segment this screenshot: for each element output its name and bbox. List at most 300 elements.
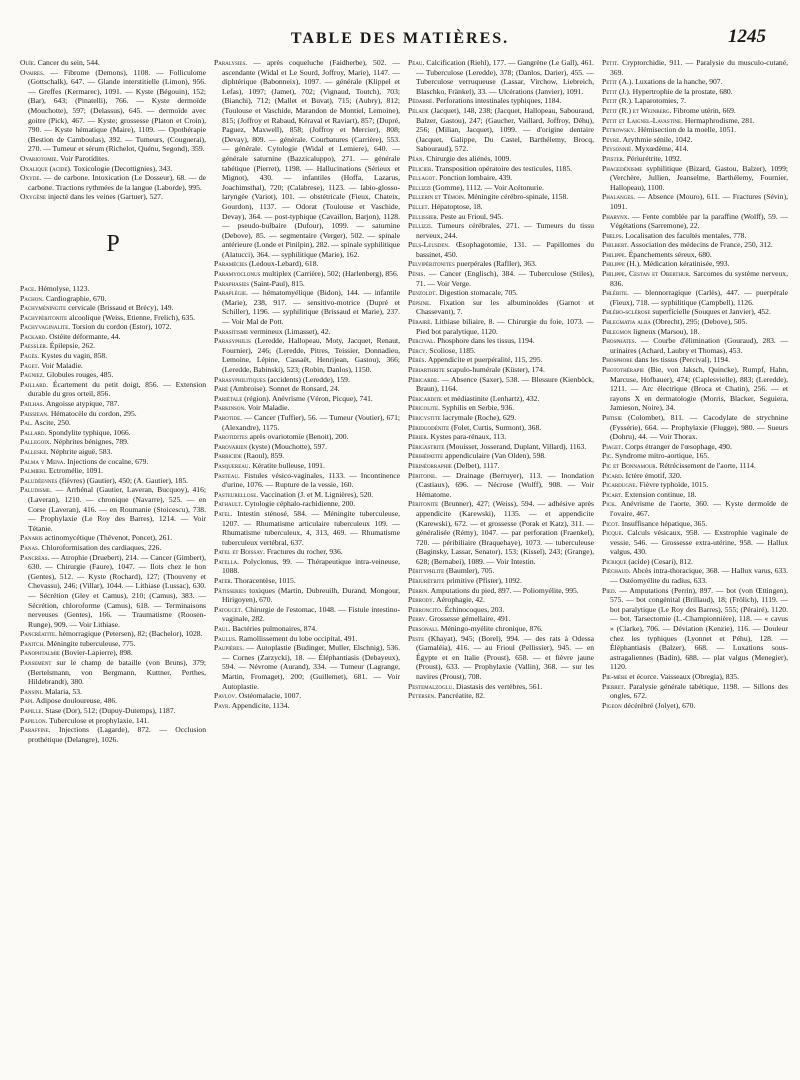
- index-entry-heading: Ovariotomie.: [20, 153, 59, 163]
- index-entry-heading: Phlegmatia alba: [602, 317, 651, 327]
- index-entry-heading: Pailhas.: [20, 399, 45, 409]
- index-entry-heading: Phtisie: [602, 412, 623, 422]
- index-entry: [602, 269, 788, 288]
- index-entry-text: Néphrites bénignes, 789.: [53, 437, 129, 447]
- index-entry-heading: Périer.: [408, 432, 429, 442]
- index-entry-text: (Khayat), 945; (Borel), 994. — des rats à Odessa (Gamaléia), 416. — au Frioul (Pellissier), 945. — en Égypte et en Italie (Proust), 658. — et fièvre jaune (Proust), 633. — Prophylaxie (Vallin), 368. — sur les navires (Proust), 708.: [416, 633, 594, 681]
- index-entry: [20, 409, 206, 419]
- index-entry-heading: Pharynx.: [602, 211, 630, 221]
- index-entry-heading: Pic.: [602, 451, 614, 461]
- index-entry-text: — Amputations (Perrin), 897. — bot (von Œttingen), 575. — bot congénital (Brillaud), 18; (Frölich), 1119. — bot paralytique (Le Roy des Barres), 555; (Pérairé), 1120. — bot. Tarsectomie (L.-Championnière), 118. — « cavus » (Clarke), 706. — Déviation (Kenzie), 116. — Douleur chez les typhiques (Lyonnet et Péhu), 128. — Éléphantiasis (Balzer), 668. — Luxations sous-astragaliennes (Badin), 688. — plat valgus (Menegier), 1120.: [610, 585, 788, 672]
- index-entry-text: Thoracentèse, 1015.: [234, 576, 296, 586]
- index-entry-text: — Cancer (Tuffier), 56. — Tumeur (Voutier), 671; (Alexandre), 1175.: [222, 412, 400, 432]
- index-entry-text: Ostéomalacie, 1007.: [238, 691, 302, 701]
- index-entry: [20, 639, 206, 649]
- index-entry-text: (Ambroise). Sonnet de Ronsard, 24.: [230, 384, 340, 394]
- index-entry-heading: Pfister.: [602, 153, 625, 163]
- index-entry-heading: Péritoine.: [408, 470, 438, 480]
- index-entry: [408, 423, 594, 433]
- index-entry: [602, 327, 788, 337]
- index-entry: [214, 259, 400, 269]
- index-entry-heading: Packard.: [20, 331, 48, 341]
- index-entry-text: Injections de cocaïne, 679.: [67, 456, 149, 466]
- index-entry-heading: Péritonite: [408, 499, 439, 509]
- index-entry-text: Hypertrophie de la prostate, 680.: [632, 86, 733, 96]
- index-entry-text: Association des médecins de France, 250, 312.: [630, 240, 773, 250]
- index-entry: [602, 566, 788, 585]
- index-entry-heading: Parasitisme: [214, 326, 249, 336]
- index-entry: [602, 557, 788, 567]
- index-entry-text: Torsion du cordon (Estor), 1072.: [71, 322, 172, 332]
- index-entry-heading: Pellizzi: [408, 182, 431, 192]
- index-entry-heading: Périduodénite: [408, 422, 450, 432]
- index-entry: [602, 519, 788, 529]
- index-entry-text: ligneux (Marsou), 18.: [633, 326, 700, 336]
- index-entry-heading: Phalanges.: [602, 192, 636, 202]
- index-entry-heading: Pasteurellose.: [214, 489, 259, 499]
- index-entry-text: Intestin sténosé, 584. — Méningite tuberculeuse, 1207. — Rhumatisme articulaire tuberculeux 109. — Rhumatisme tuberculeux, 4, 313, 469. — Rhumatisme tuberculeux vertébral, 637.: [222, 508, 400, 547]
- index-entry-text: Injections (Lagarde), 872. — Occlusion prothétique (Delangre), 1026.: [28, 725, 206, 744]
- index-entry: [214, 413, 400, 432]
- index-entry-heading: Pepsine.: [408, 297, 432, 307]
- page-header: [0, 0, 800, 60]
- index-entry-heading: Philbert.: [602, 240, 629, 250]
- index-entry: [408, 605, 594, 615]
- index-entry-text: superficielle (Souques et Janvier), 452.: [652, 307, 771, 317]
- index-entry-heading: Papillon.: [20, 715, 48, 725]
- index-entry-heading: Oxygène: [20, 192, 47, 202]
- index-entry-heading: Pancréas.: [20, 552, 50, 562]
- index-entry-text: Appendicite, 1134.: [231, 700, 290, 710]
- index-column-3: [408, 58, 594, 1074]
- index-entry-text: Ictère émotif, 320.: [625, 470, 682, 480]
- index-entry-heading: Parasyphilis: [214, 336, 251, 346]
- index-entry: [20, 428, 206, 438]
- index-entry-text: Cryptorchidie, 911. — Paralysie du musculo-cutané, 369.: [610, 58, 788, 77]
- index-entry-text: Néphrite aiguë, 583.: [50, 447, 113, 456]
- index-entry-heading: Panas.: [20, 542, 40, 552]
- index-entry: [20, 485, 206, 533]
- index-entry: [20, 322, 206, 332]
- index-entry: [408, 221, 594, 240]
- index-entry-heading: Péricarde.: [408, 374, 440, 384]
- index-entry-text: Localisation des facultés mentales, 778.: [625, 230, 747, 240]
- index-entry-heading: Palma y Mena.: [20, 456, 66, 466]
- index-entry-text: Rétrécissement de l'aorte, 1114.: [659, 460, 756, 470]
- index-entry-text: Méningite tuberculeuse, 775.: [46, 638, 136, 648]
- index-entry: [20, 476, 206, 486]
- index-entry-text: Échinocoques, 203.: [444, 604, 505, 614]
- index-entry-text: (kyste) (Mouchotte), 597.: [248, 441, 327, 451]
- index-entry: [602, 307, 788, 317]
- index-entry: [408, 461, 594, 471]
- page-title: TABLE DES MATIÈRES.: [290, 30, 510, 47]
- index-entry: [20, 351, 206, 361]
- index-entry: [408, 346, 594, 356]
- index-entry-text: Fièvre typhoïde, 1015.: [639, 480, 709, 490]
- index-entry-heading: Pagès.: [20, 351, 40, 361]
- index-entry: [20, 706, 206, 716]
- index-entry-heading: Picrique: [602, 556, 627, 566]
- index-entry-heading: Périurétrite: [408, 576, 445, 586]
- index-entry-heading: Phlébo-sclérose: [602, 307, 651, 317]
- index-entry: [214, 547, 400, 557]
- index-entry: [214, 691, 400, 701]
- index-entry: [408, 375, 594, 394]
- index-entry-text: (Jacquet), 148, 238; (Jacquet, Hallopeau, Sabouraud, Balzer, Gastou), 247; (Gaucher, Vaillard, Joffroy, Déhu), 256; (Milian, Jacquet), 1099. — d'origine dentaire (Jacquet, Galippe, Du Castel, Barthélemy, Brocq, Sabouraud), 572.: [416, 105, 594, 154]
- index-entry-heading: Pasquereau.: [214, 460, 251, 470]
- index-entry-heading: Pasteau.: [214, 470, 240, 480]
- index-entry: [408, 183, 594, 193]
- index-entry-text: dans les tissus (Percival), 1194.: [634, 355, 731, 365]
- index-entry: [214, 384, 400, 394]
- index-entry-heading: Phosphates.: [602, 336, 637, 346]
- index-entry-text: (acide) (Cesari), 812.: [628, 556, 693, 566]
- index-entry-text: Hémisection de la moelle, 1051.: [637, 125, 737, 135]
- index-entry-heading: Péricardite: [408, 393, 442, 403]
- index-entry-heading: Périhépatite: [408, 451, 444, 461]
- index-entry: [602, 135, 788, 145]
- index-entry: [602, 701, 788, 711]
- index-entry-text: Scoliose, 1185.: [429, 345, 476, 355]
- index-entry-text: (fièvres) (Gautier), 450; (A. Gautier), 185.: [59, 475, 189, 485]
- index-entry-heading: Picardugne.: [602, 480, 638, 490]
- index-entry: [602, 58, 788, 77]
- index-entry: [602, 77, 788, 87]
- index-entry-heading: Pélicier.: [408, 163, 434, 173]
- index-entry-heading: Oxyde.: [20, 173, 42, 183]
- index-entry-text: Chloroformisation des cardiaques, 226.: [41, 542, 162, 552]
- index-entry: [408, 336, 594, 346]
- index-entry-heading: Peysonnié.: [602, 144, 634, 154]
- index-entry-heading: Parasyphilitiques: [214, 374, 266, 384]
- index-entry-heading: Picard.: [602, 470, 624, 480]
- index-entry-text: Polyclonus, 99. — Thérapeutique intra-veineuse, 1088.: [222, 556, 400, 576]
- index-entry: [602, 355, 788, 365]
- index-entry-text: Angoisse atypique, 787.: [45, 399, 120, 409]
- index-entry: [602, 144, 788, 154]
- index-entry-text: — Absence (Mouro), 611. — Fractures (Sévin), 1091.: [610, 192, 788, 211]
- index-entry-heading: Patoucet.: [214, 604, 243, 614]
- index-entry: [214, 557, 400, 576]
- index-entry-text: et médiastinite (Lenhartz), 432.: [443, 393, 540, 403]
- index-entry-heading: Pelade: [408, 105, 429, 115]
- index-entry-heading: Paramyoclonus: [214, 269, 261, 279]
- index-entry: [602, 413, 788, 442]
- index-entry-heading: Pachyvaginalite.: [20, 322, 71, 332]
- index-entry-heading: Pédarré.: [408, 96, 435, 106]
- index-entry-heading: Picart.: [602, 489, 623, 499]
- index-entry: [214, 269, 400, 279]
- index-entry-text: Kystes para-rénaux, 113.: [430, 432, 507, 442]
- index-entry-heading: Phosphore: [602, 355, 633, 365]
- index-entry-text: syphilitique (Bizard, Gastou, Balzer), 1099; (Verchère, Jullien, Jeanselme, Barthélemy, Fournier, Hallopeau), 1100.: [610, 163, 788, 192]
- index-entry-heading: Paludéennes: [20, 475, 58, 485]
- index-entry: [602, 240, 788, 250]
- index-entry: [602, 586, 788, 672]
- index-entry-text: Pancréatite, 82.: [437, 691, 486, 701]
- index-entry-heading: Panitch.: [20, 638, 46, 648]
- index-entry-text: Diastasis des vertèbres, 561.: [456, 681, 543, 691]
- index-entry-text: hémorragique (Petersen), 82; (Bachelor), 1028.: [58, 629, 203, 639]
- index-entry-heading: Pâtisseries: [214, 585, 247, 595]
- index-entry-heading: Paramécies: [214, 259, 248, 269]
- index-entry: [20, 294, 206, 304]
- index-entry-text: Stase (Dor), 512; (Dupuy-Dutemps), 1187.: [45, 706, 176, 716]
- index-entry: [20, 629, 206, 639]
- index-entry-heading: Pie-mère: [602, 672, 628, 681]
- index-entry-heading: Pels-Leusden.: [408, 240, 450, 250]
- index-entry-text: Fixation sur les albuminoïdes (Garnot et Chassevant), 7.: [416, 297, 594, 317]
- index-entry: [408, 288, 594, 298]
- index-entry-text: Syndrome mitro-aortique, 165.: [615, 451, 710, 461]
- index-entry-text: Perforations intestinales typhiques, 1184.: [436, 96, 562, 106]
- index-entry-text: Fistules vésico-vaginales, 1133. — Incontinence d'urine, 1076. — Rupture de la vessie, 160.: [222, 470, 400, 490]
- index-entry-heading: Paulus.: [214, 633, 237, 643]
- index-entry: [602, 106, 788, 116]
- index-entry-text: Adipose douloureuse, 486.: [35, 696, 118, 706]
- index-entry-text: Hépatoptose, 18.: [431, 201, 483, 211]
- index-entry: [214, 279, 400, 289]
- index-entry-heading: Phlébite.: [602, 288, 629, 298]
- index-entry: [214, 471, 400, 490]
- index-entry-text: Médication kératinisée, 993.: [642, 259, 730, 269]
- index-entry-heading: Pic et Bonnamour.: [602, 460, 658, 470]
- index-entry: [602, 259, 788, 269]
- index-entry: [408, 269, 594, 288]
- index-entry-heading: Picot.: [602, 518, 620, 528]
- index-entry: [602, 87, 788, 97]
- index-entry: [408, 394, 594, 404]
- index-entry-text: Transposition opératoire des testicules, 1185.: [435, 163, 573, 173]
- index-entry-heading: Piaget.: [602, 441, 624, 451]
- index-entry: [20, 533, 206, 543]
- index-entry-heading: Pachypéritonite: [20, 312, 68, 322]
- index-entry-text: Tumeurs cérébrales, 271. — Tumeurs du tissu nerveux, 244.: [416, 221, 594, 240]
- index-entry-text: (accidents) (Leredde), 159.: [267, 374, 350, 384]
- index-entry: [408, 173, 594, 183]
- index-entry-heading: Péricystite: [408, 412, 441, 422]
- index-entry-text: Chirurgie de l'estomac, 1048. — Fistule intestino-vaginale, 282.: [222, 604, 400, 624]
- index-entry-text: (Colombet), 811. — Cacodylate de strychnine (Fyssérie), 664. — Prophylaxie (Flugge), 980. — Sueurs (Dohru), 44. — Voir Thorax.: [610, 412, 788, 442]
- index-entry-text: Vaccination (J. et M. Lignières), 520.: [259, 489, 374, 499]
- index-entry: [20, 553, 206, 630]
- index-entry-text: après ovariotomie (Benoit), 200.: [249, 432, 349, 442]
- index-entry-heading: Paraphasies: [214, 278, 250, 288]
- index-entry-text: Cancer du sein, 544.: [37, 58, 100, 67]
- index-entry-text: Toxicologie (Decottignies), 343.: [73, 163, 173, 173]
- index-entry-heading: Penzoldt.: [408, 288, 438, 298]
- index-entry: [602, 451, 788, 461]
- index-entry-heading: Pestemalzoglu.: [408, 681, 455, 691]
- index-entry: [214, 605, 400, 624]
- index-entry: [602, 250, 788, 260]
- page-number: 1245: [728, 26, 766, 47]
- index-entry-heading: Pater.: [214, 576, 233, 586]
- index-entry-heading: Patel et Boissay.: [214, 547, 265, 557]
- index-entry-text: — Autoplastie (Budinger, Muller, Elschnig), 536. — Cornes (Zarzycki), 18. — Éléphantiasis (Debayeux), 594. — Névrome (Aurand), 334. — Tumeur (Lagrange, Martin, Fromaget), 200; (Guillemet), 681. — Voir Autoplastie.: [222, 643, 400, 691]
- index-entry: [214, 634, 400, 644]
- index-entry-heading: Picque.: [602, 528, 624, 538]
- index-entry-text: — Drainage (Berruyer), 113. — Inondation (Castiaux), 696. — Nécrose (Wolff), 908. — Voir Hématome.: [416, 470, 594, 499]
- index-entry-heading: Petit (R.) et Weinberg.: [602, 105, 672, 115]
- index-entry-text: Chirurgie des aliénés, 1009.: [426, 153, 512, 163]
- index-entry-text: Méningite cérébro-spinale, 1158.: [467, 192, 569, 202]
- index-entry-text: Ponction lombaire, 439.: [439, 173, 513, 183]
- index-entry-heading: Photothérapie: [602, 365, 645, 374]
- index-entry: [408, 595, 594, 605]
- index-entry-text: Laparotomies, 7.: [634, 96, 687, 106]
- index-entry: [214, 394, 400, 404]
- index-entry-text: (Brunner), 427; (Weiss), 594. — adhésive après appendicite (Karewski), 1135. — et appendicite (Karewski), 672. — et grossesse (Porak et Katz), 311. — généralisée (Rémy), 1047. — par perforation (Fraenkel), 720. — péribiliaire (Braquehaye), 1073. — tuberculeuse (Baginsky, Lassar, Senator), 153; (Kissel), 243; (Grange), 628; (Bernabei), 1089. — Voir Intestin.: [416, 499, 594, 566]
- index-entry-heading: Pick.: [602, 499, 617, 509]
- index-entry-heading: Paessler.: [20, 341, 48, 351]
- index-entry-heading: Payr.: [214, 700, 231, 710]
- index-entry: [20, 361, 206, 371]
- index-entry-heading: Pace.: [20, 283, 37, 293]
- index-entry: [602, 528, 788, 557]
- index-entry: [602, 461, 788, 471]
- index-entry: [408, 212, 594, 222]
- index-entry: [602, 499, 788, 518]
- index-entry-heading: Paupières.: [214, 643, 245, 653]
- index-entry-heading: Paraffine.: [20, 725, 51, 735]
- index-entry: [214, 461, 400, 471]
- index-entry: [602, 125, 788, 135]
- index-entry: [602, 442, 788, 452]
- index-entry-text: — Courbe d'élimination (Gouraud), 283. — urinaires (Achard, Laubry et Thomas), 453.: [610, 336, 788, 355]
- index-entry: [214, 576, 400, 586]
- index-entry-text: Peste au Frioul, 945.: [440, 211, 504, 221]
- index-entry: [602, 672, 788, 682]
- index-entry-heading: Parotidites: [214, 432, 248, 442]
- index-entry-text: Arythmie sénile, 1042.: [622, 134, 693, 144]
- index-entry-text: (Mouisset, Josserand, Duplant, Villard), 1163.: [446, 441, 587, 451]
- index-entry: [408, 499, 594, 566]
- index-entry: [408, 154, 594, 164]
- index-entry-heading: Peyre.: [602, 134, 622, 144]
- index-entry-heading: Patella.: [214, 556, 240, 566]
- index-entry-text: Extension continue, 18.: [624, 489, 697, 499]
- index-entry-heading: Phlegmon: [602, 326, 632, 336]
- index-entry-heading: Pérairé.: [408, 317, 433, 327]
- index-entry-heading: Paissiean.: [20, 408, 49, 418]
- index-entry-heading: Pérès.: [408, 355, 427, 365]
- index-entry-text: Paralysie générale tabétique, 1198. — Sillons des ongles, 672.: [610, 681, 788, 701]
- index-entry-heading: Peste: [408, 633, 425, 643]
- index-entry-text: et écorce. Vaisseaux (Obregia), 835.: [629, 672, 739, 681]
- index-entry-heading: Pellissier.: [408, 211, 439, 221]
- index-entry-heading: Piéchaud.: [602, 566, 631, 576]
- index-entry-heading: Perrody.: [408, 595, 435, 605]
- index-entry-text: Épanchements séreux, 680.: [628, 249, 712, 259]
- index-entry: [20, 543, 206, 553]
- index-entry-heading: Pansement: [20, 658, 52, 668]
- index-entry-text: Luxations de la hanche, 907.: [635, 77, 723, 87]
- index-entry-text: Malaria, 53.: [44, 686, 82, 696]
- index-entry-text: (Delbet), 1117.: [453, 460, 500, 470]
- index-entry-text: Phosphore dans les tissus, 1194.: [437, 336, 535, 346]
- index-entry-text: Périurétrite, 1092.: [626, 153, 682, 163]
- index-entry-text: (Raoul), 859.: [243, 451, 285, 461]
- index-entry-text: Calculs vésicaux, 958. — Exstrophie vaginale de vessie. 546. — Grossesse extra-utérine, 958. — Hallux valgus, 430.: [610, 528, 788, 557]
- index-entry-text: Hématocèle du cordon, 295.: [50, 408, 137, 418]
- index-entry-heading: Pellet.: [408, 201, 430, 211]
- index-entry-heading: Parotide.: [214, 412, 243, 422]
- index-entry-text: — Cancer (Englisch), 384. — Tuberculose (Stiles), 71. — Voir Verge.: [416, 269, 594, 288]
- index-entry-text: — Fibrome (Demons), 1108. — Folliculome (Gottschalk), 647. — Glande interstitielle (Limon), 956. — Greffes (Kermarec), 1091. — Kyste (Bégouin), 152; (Bar), 643; (Pinatelli), 766. — Kyste dermoïde (Mouchotte), 597; (Delassus), 645. — dermoïde avec goitre (Pick), 467. — Kyste; grossesse (Platon et Croin), 790. — Kyste hématique (Maire), 1109. — Opothérapie (Bestion de Camboulas), 392. — Tumeurs, (Couguerai), 270. — Tumeur et sérum (Richelot, Quénu, Segond), 359.: [28, 67, 206, 154]
- index-entry-text: Hémolyse, 1123.: [38, 283, 90, 293]
- index-entry-heading: Papi.: [20, 696, 35, 706]
- index-entry-heading: Parovarien: [214, 441, 248, 451]
- index-entry: [20, 418, 206, 428]
- index-entry: [602, 336, 788, 355]
- index-entry-heading: Periarthrite: [408, 365, 445, 374]
- index-entry: [408, 614, 594, 624]
- index-entry-text: (Folet, Curtis, Surmont), 368.: [451, 422, 542, 432]
- section-letter: P: [106, 230, 120, 257]
- index-entry-text: Digestion stomacale, 705.: [439, 288, 518, 298]
- index-entry-heading: Papille.: [20, 706, 44, 716]
- index-entry-heading: Palmieri.: [20, 466, 47, 476]
- index-entry-heading: Philippe (H.).: [602, 259, 642, 269]
- index-entry-heading: Panophtalmie: [20, 648, 60, 658]
- index-entry-text: Fractures du rocher, 936.: [266, 547, 343, 557]
- index-entry: [20, 725, 206, 744]
- index-entry-text: Voir Parotidites.: [60, 153, 110, 163]
- index-entry-text: Fibrome utérin, 669.: [673, 105, 736, 115]
- index-entry-heading: Perroncito.: [408, 604, 443, 614]
- index-entry-heading: Paget.: [20, 360, 40, 370]
- index-entry-text: Globules rouges, 485.: [46, 370, 114, 380]
- index-entry: [408, 192, 594, 202]
- index-entry: [20, 380, 206, 399]
- index-entry-heading: Petit (A.).: [602, 77, 634, 87]
- index-entry: [214, 643, 400, 691]
- index-entry-heading: Ouïe.: [20, 58, 36, 67]
- index-entry-text: Lithiase biliaire, 8. — Chirurgie du foie, 1073. — Pied bot paralytique, 1120.: [416, 317, 594, 336]
- index-entry-heading: Ovaires.: [20, 67, 45, 77]
- index-entry-heading: Paralysies.: [214, 58, 248, 67]
- index-entry: [408, 691, 594, 701]
- index-entry-text: Spondylite typhique, 1066.: [48, 427, 131, 437]
- index-entry-text: (Obrecht), 295; (Debove), 505.: [652, 317, 748, 327]
- index-entry: [408, 624, 594, 634]
- index-entry-text: Ascite, 250.: [34, 418, 71, 428]
- index-entry-text: Cytologie céphalo-rachidienne, 200.: [244, 499, 356, 509]
- index-entry: [602, 164, 788, 193]
- index-entry-text: Kystes du vagin, 858.: [41, 351, 108, 361]
- index-entry: [20, 164, 206, 174]
- index-entry-text: Anévrisme de l'aorte, 360. — Kyste dermoïde de l'ovaire, 467.: [610, 499, 788, 518]
- index-entry: [602, 212, 788, 231]
- index-entry-heading: Périgastrite: [408, 441, 445, 451]
- index-entry: [214, 499, 400, 509]
- index-entry: [20, 313, 206, 323]
- index-entry-text: — hématomyélique (Bidon), 144. — infantile (Marie), 238, 917. — sensitivo-motrice (Dupré et Schiller), 1196. — syphilitique (Brissaud et Marie), 237. — Voir Mal de Pott.: [222, 288, 400, 327]
- index-entry-heading: Pellizzi.: [408, 221, 433, 231]
- index-entry-text: — de carbone. Intoxication (Le Dosseur), 68. — de carbone. Tractions rythmées de la langue (Laborde), 995.: [28, 173, 206, 192]
- index-entry: [408, 682, 594, 692]
- index-entry: [408, 106, 594, 154]
- index-entry-text: Tuberculose et prophylaxie, 141.: [49, 715, 150, 725]
- index-entry-heading: Petit (J.).: [602, 86, 631, 96]
- index-entry-text: (région). Anévrisme (Véron, Picque), 741.: [244, 393, 373, 403]
- index-entry-heading: Philippe.: [602, 249, 627, 259]
- index-entry: [214, 403, 400, 413]
- index-entry: [408, 576, 594, 586]
- index-entry: [20, 687, 206, 697]
